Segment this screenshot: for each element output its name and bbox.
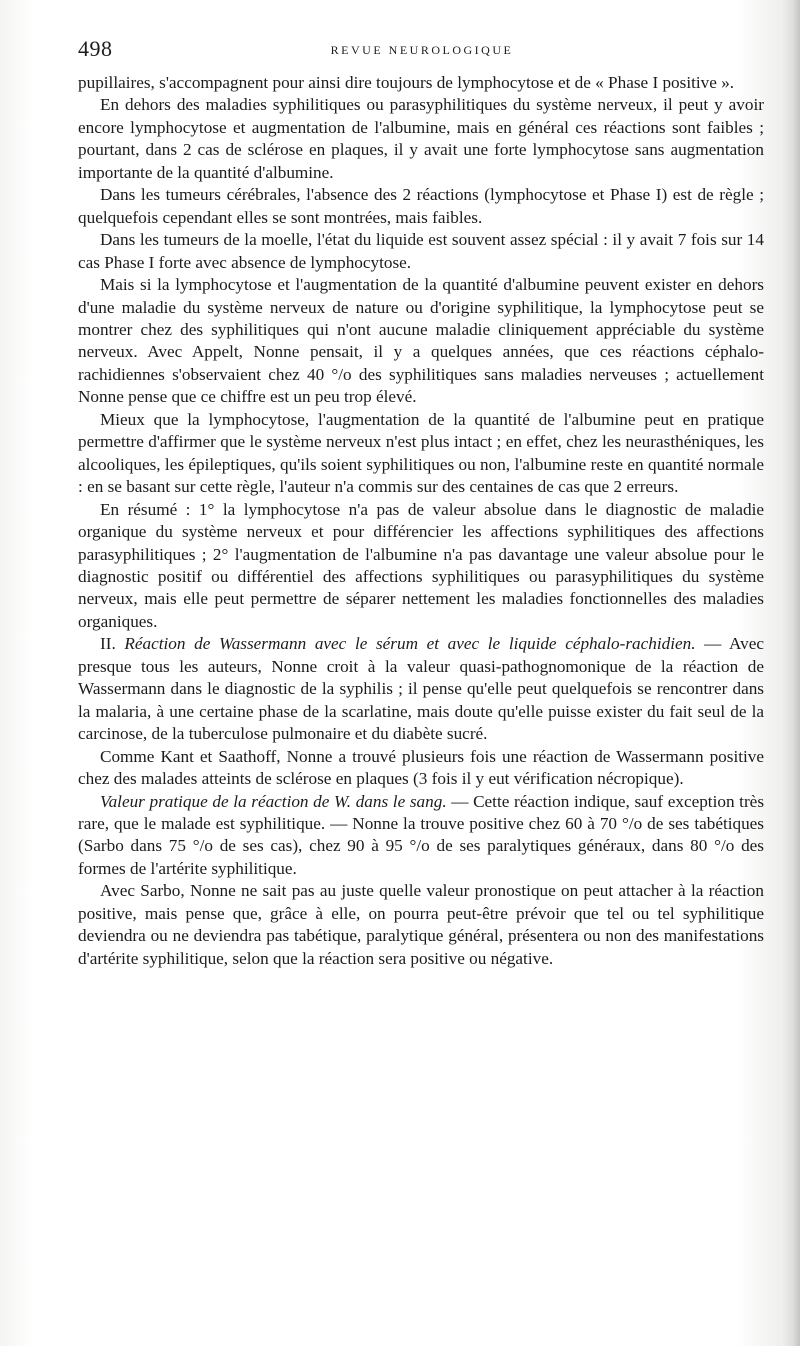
text-run: Avec Sarbo, Nonne ne sait pas au juste quelle valeur pronostique on peut attacher à la réaction positive, mais pense que, grâce à elle, on pourra peut-être prévoir que tel ou tel syphilitique deviendra ou ne deviendra pas tabétique, paralytique général, présentera ou non des manifestations d'artérite syphilitique, selon que la réaction sera positive ou négative. bbox=[78, 881, 764, 968]
text-run: En dehors des maladies syphilitiques ou parasyphilitiques du système nerveux, il peut y avoir encore lymphocytose et augmentation de l'albumine, mais en général ces réactions sont faibles ; pourtant, dans 2 cas de sclérose en plaques, il y avait une forte lymphocytose sans augmentation importante de la quantité d'albumine. bbox=[78, 95, 764, 182]
page-number: 498 bbox=[78, 36, 113, 61]
text-run: II. bbox=[100, 634, 125, 654]
italic-heading: Réaction de Wassermann avec le sérum et avec le liquide céphalo-rachidien. bbox=[124, 634, 696, 654]
paragraph bbox=[78, 274, 764, 409]
article-body bbox=[78, 72, 764, 970]
text-run: Dans les tumeurs de la moelle, l'état du liquide est souvent assez spécial : il y avait 7 fois sur 14 cas Phase I forte avec absence de lymphocytose. bbox=[78, 230, 764, 272]
paragraph bbox=[78, 499, 764, 634]
paragraph bbox=[78, 746, 764, 791]
paragraph bbox=[78, 72, 764, 94]
paragraph bbox=[78, 791, 764, 881]
text-run: En résumé : 1° la lymphocytose n'a pas de valeur absolue dans le diagnostic de maladie organique du système nerveux et pour différencier les affections syphilitiques des affections parasyphilitiques ; 2° l'augmentation de l'albumine n'a pas davantage une valeur absolue pour le diagnostic positif ou différentiel des affections syphilitiques ou parasyphilitiques du système nerveux, mais elle peut permettre de séparer nettement les maladies fonctionnelles des maladies organiques. bbox=[78, 499, 764, 631]
running-head: REVUE NEUROLOGIQUE bbox=[330, 43, 514, 57]
text-run: Mieux que la lymphocytose, l'augmentation de la quantité de l'albumine peut en pratique permettre d'affirmer que le système nerveux n'est plus intact ; en effet, chez les neurasthéniques, les alcooliques, les épileptiques, qu'ils soient syphilitiques ou non, l'albumine reste en quantité normale : en se basant sur cette règle, l'auteur n'a commis sur des centaines de cas que 2 erreurs. bbox=[78, 409, 764, 497]
scan-shadow-edge bbox=[782, 0, 800, 1346]
paragraph bbox=[78, 633, 764, 745]
page-header bbox=[78, 36, 766, 66]
paragraph bbox=[78, 94, 764, 184]
paragraph bbox=[78, 409, 764, 499]
text-run: Dans les tumeurs cérébrales, l'absence des 2 réactions (lymphocytose et Phase I) est de règle ; quelquefois cependant elles se sont montrées, mais faibles. bbox=[78, 185, 764, 227]
text-run: Comme Kant et Saathoff, Nonne a trouvé plusieurs fois une réaction de Wassermann positive chez des malades atteints de sclérose en plaques (3 fois il y eut vérification nécropique). bbox=[78, 746, 764, 789]
paragraph bbox=[78, 880, 764, 970]
text-run: pupillaires, s'accompagnent pour ainsi dire toujours de lymphocytose et de « Phase I positive ». bbox=[78, 73, 735, 92]
text-run: — Avec presque tous les auteurs, Nonne croit à la valeur quasi-pathognomonique de la réaction de Wassermann dans le diagnostic de la syphilis ; il pense qu'elle peut quelquefois se rencontrer dans la malaria, à une certaine phase de la scarlatine, mais doute qu'elle puisse exister du fait seul de la carcinose, de la tuberculose pulmonaire et du diabète sucré. bbox=[78, 634, 764, 744]
text-run: — Cette réaction indique, sauf exception très rare, que le malade est syphilitique. — Nonne la trouve positive chez 60 à 70 °/o de ses tabétiques (Sarbo dans 75 °/o de ses cas), chez 90 à 95 °/o de ses paralytiques généraux, dans 80 °/o des formes de l'artérite syphilitique. bbox=[78, 791, 765, 878]
paragraph bbox=[78, 229, 764, 274]
italic-heading: Valeur pratique de la réaction de W. dans le sang. bbox=[100, 791, 447, 811]
paragraph bbox=[78, 184, 764, 229]
text-run: Mais si la lymphocytose et l'augmentation de la quantité d'albumine peuvent exister en dehors d'une maladie du système nerveux de nature ou d'origine syphilitique, la lymphocytose peut se montrer chez des syphilitiques qui n'ont aucune maladie cliniquement appréciable du système nerveux. Avec Appelt, Nonne pensait, il y a quelques années, que ces réactions céphalo-rachidiennes s'observaient chez 40 °/o des syphilitiques sans maladies nerveuses ; actuellement Nonne pense que ce chiffre est un peu trop élevé. bbox=[78, 275, 764, 407]
